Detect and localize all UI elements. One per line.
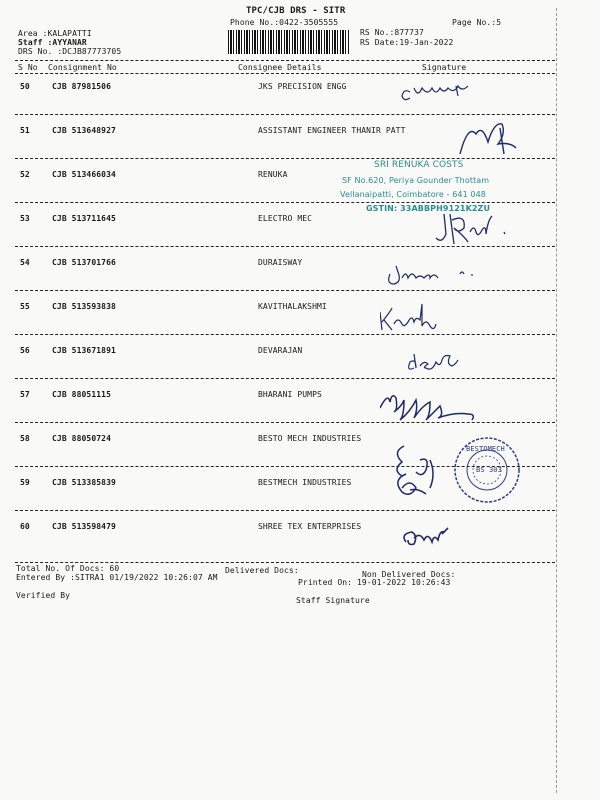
entered-by: Entered By :SITRA1 01/19/2022 10:26:07 AM bbox=[16, 573, 218, 582]
page-number: Page No.:5 bbox=[452, 18, 502, 27]
signature-scribble bbox=[380, 518, 530, 556]
row-divider bbox=[15, 510, 555, 511]
signature-scribble bbox=[380, 342, 530, 380]
column-header-consignee: Consignee Details bbox=[238, 63, 322, 72]
row-consignee: SHREE TEX ENTERPRISES bbox=[258, 522, 362, 531]
header-rule-top bbox=[15, 60, 555, 61]
header-rule-bottom bbox=[15, 73, 555, 74]
row-sno: 54 bbox=[20, 258, 30, 267]
footer-rule bbox=[15, 562, 555, 563]
stamp-gstin: GSTIN: 33ABBPH9121K2ZU bbox=[366, 204, 491, 213]
row-consignee: BESTO MECH INDUSTRIES bbox=[258, 434, 362, 443]
signature-scribble bbox=[380, 440, 450, 510]
rs-date: RS Date:19-Jan-2022 bbox=[360, 38, 454, 47]
row-consignment: CJB 513593838 bbox=[52, 302, 116, 311]
signature-scribble bbox=[380, 78, 530, 116]
row-consignment: CJB 513701766 bbox=[52, 258, 116, 267]
row-consignee: ELECTRO MEC bbox=[258, 214, 313, 223]
staff-label: Staff :AYYANAR bbox=[18, 38, 87, 47]
row-signature bbox=[380, 78, 530, 116]
row-divider bbox=[15, 378, 555, 379]
row-consignment: CJB 513598479 bbox=[52, 522, 116, 531]
row-sno: 56 bbox=[20, 346, 30, 355]
area-label: Area :KALAPATTI bbox=[18, 29, 92, 38]
column-header-consignment: Consignment No bbox=[48, 63, 117, 72]
row-divider bbox=[15, 422, 555, 423]
column-header-sno: S No bbox=[18, 63, 38, 72]
row-sno: 51 bbox=[20, 126, 30, 135]
row-signature bbox=[380, 298, 530, 336]
sheet-title: TPC/CJB DRS - SITR bbox=[246, 6, 346, 16]
row-consignee: ASSISTANT ENGINEER THANIR PATT bbox=[258, 126, 406, 135]
row-sno: 53 bbox=[20, 214, 30, 223]
row-signature bbox=[380, 254, 530, 292]
row-consignment: CJB 513711645 bbox=[52, 214, 116, 223]
company-stamp bbox=[340, 160, 530, 224]
row-divider bbox=[15, 114, 555, 115]
table-row bbox=[0, 522, 600, 566]
row-consignment: CJB 88050724 bbox=[52, 434, 111, 443]
row-sno: 60 bbox=[20, 522, 30, 531]
row-signature bbox=[380, 386, 530, 424]
row-sno: 59 bbox=[20, 478, 30, 487]
round-stamp bbox=[452, 435, 522, 505]
column-header-signature: Signature bbox=[422, 63, 467, 72]
printed-on: Printed On: 19-01-2022 10:26:43 bbox=[298, 578, 451, 587]
signature-scribble bbox=[380, 386, 530, 424]
row-consignee: RENUKA bbox=[258, 170, 288, 179]
table-row bbox=[0, 258, 600, 302]
round-stamp-text: BESTOMECH bbox=[466, 445, 505, 453]
delivered-docs: Delivered Docs: bbox=[225, 566, 299, 575]
phone-number: Phone No.:0422-3505555 bbox=[230, 18, 339, 27]
row-consignment: CJB 88051115 bbox=[52, 390, 111, 399]
row-sno: 57 bbox=[20, 390, 30, 399]
table-row bbox=[0, 346, 600, 390]
table-row bbox=[0, 82, 600, 126]
rs-number: RS No.:877737 bbox=[360, 28, 424, 37]
row-consignment: CJB 513648927 bbox=[52, 126, 116, 135]
table-row bbox=[0, 302, 600, 346]
row-divider bbox=[15, 246, 555, 247]
row-sno: 58 bbox=[20, 434, 30, 443]
row-consignee: DEVARAJAN bbox=[258, 346, 303, 355]
staff-signature: Staff Signature bbox=[296, 596, 370, 605]
verified-by: Verified By bbox=[16, 591, 71, 600]
row-consignee: BHARANI PUMPS bbox=[258, 390, 322, 399]
row-consignee: KAVITHALAKSHMI bbox=[258, 302, 327, 311]
row-consignment: CJB 513466034 bbox=[52, 170, 116, 179]
table-row bbox=[0, 390, 600, 434]
row-divider bbox=[15, 290, 555, 291]
signature-scribble bbox=[380, 254, 530, 292]
row-consignment: CJB 513385839 bbox=[52, 478, 116, 487]
row-consignee: BESTMECH INDUSTRIES bbox=[258, 478, 352, 487]
stamp-address-line2: Vellanaipatti, Coimbatore - 641 048 bbox=[340, 190, 486, 199]
row-divider bbox=[15, 334, 555, 335]
row-sno: 50 bbox=[20, 82, 30, 91]
row-consignment: CJB 513671891 bbox=[52, 346, 116, 355]
total-docs: Total No. Of Docs: 60 bbox=[16, 564, 120, 573]
row-signature bbox=[380, 122, 530, 160]
stamp-company-name: SRI RENUKA COSTS bbox=[374, 160, 464, 170]
row-sno: 55 bbox=[20, 302, 30, 311]
non-delivered-docs: Non Delivered Docs: bbox=[362, 570, 456, 579]
stamp-address-line1: SF No.620, Periya Gounder Thottam bbox=[342, 176, 490, 185]
row-consignee: JKS PRECISION ENGG bbox=[258, 82, 347, 91]
row-sno: 52 bbox=[20, 170, 30, 179]
row-consignee: DURAISWAY bbox=[258, 258, 303, 267]
drs-number: DRS No. :DCJB87773705 bbox=[18, 47, 122, 56]
row-divider bbox=[15, 158, 555, 159]
signature-scribble bbox=[380, 298, 530, 336]
signature-scribble bbox=[380, 122, 530, 160]
barcode bbox=[228, 30, 350, 54]
row-signature bbox=[380, 518, 530, 556]
row-consignment: CJB 87981506 bbox=[52, 82, 111, 91]
row-signature bbox=[380, 342, 530, 380]
round-stamp-inner: BS 303 bbox=[476, 466, 502, 474]
